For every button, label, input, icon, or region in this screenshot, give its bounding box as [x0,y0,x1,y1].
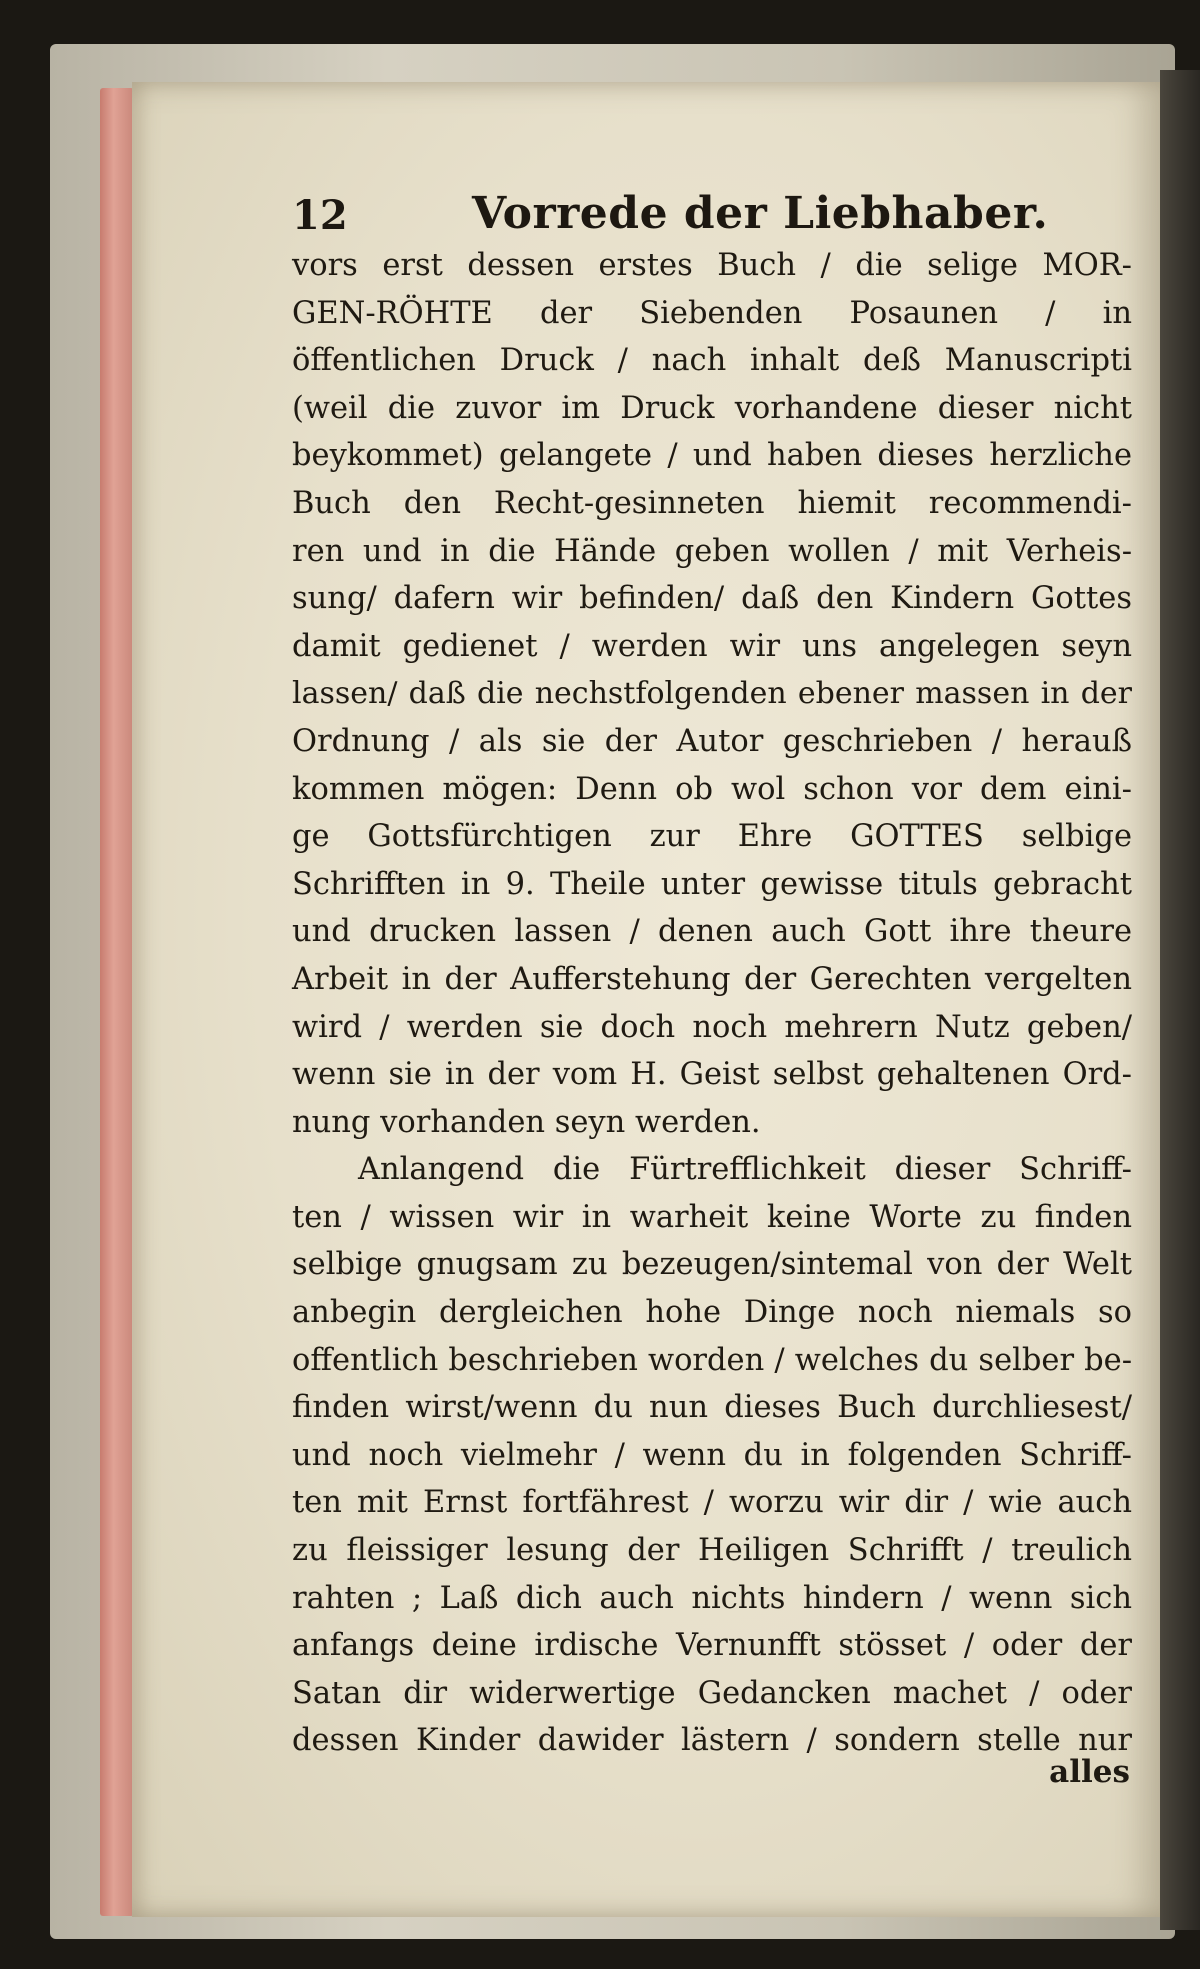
text-line: ge Gottsfürchtigen zur Ehre GOTTES selbige [292,819,1132,855]
book-gutter [1160,70,1200,1930]
body-text [292,242,1132,1765]
page-header [292,188,1132,250]
text-line: Satan dir widerwertige Gedancken machet / oder [292,1675,1132,1711]
red-page-edge [100,88,134,1916]
text-line: ren und in die Hände geben wollen / mit Verheis- [292,533,1132,569]
text-line: beykommet) gelangete / und haben dieses herzliche [292,438,1132,474]
text-line: zu fleissiger lesung der Heiligen Schrifft / treulich [292,1533,1132,1569]
text-line: rahten ; Laß dich auch nichts hindern / wenn sich [292,1580,1132,1616]
text-line: ten / wissen wir in warheit keine Worte zu finden [292,1199,1132,1235]
text-line: finden wirst/wenn du nun dieses Buch durchliesest/ [292,1390,1132,1426]
text-line: Arbeit in der Aufferstehung der Gerechten vergelten [292,961,1132,997]
text-line: lassen/ daß die nechstfolgenden ebener massen in der [292,676,1132,712]
catchword: alles [1049,1754,1130,1790]
text-line: offentlich beschrieben worden / welches du selber be- [292,1342,1132,1378]
text-line: Buch den Recht-gesinneten hiemit recommendi- [292,485,1132,521]
text-line: dessen Kinder dawider lästern / sondern stelle nur [292,1723,1132,1759]
page-number: 12 [292,192,348,239]
text-line: Ordnung / als sie der Autor geschrieben / herauß [292,723,1132,759]
text-line: wird / werden sie doch noch mehrern Nutz geben/ [292,1009,1132,1045]
text-line: Schrifften in 9. Theile unter gewisse tituls gebracht [292,866,1132,902]
running-head: Vorrede der Liebhaber. [472,188,1049,239]
text-line: anbegin dergleichen hohe Dinge noch niemals so [292,1295,1132,1331]
text-line: (weil die zuvor im Druck vorhandene dieser nicht [292,390,1132,426]
text-line: anfangs deine irdische Vernunfft stösset / oder der [292,1628,1132,1664]
text-line: GEN-RÖHTE der Siebenden Posaunen / in [292,295,1132,331]
text-line: und drucken lassen / denen auch Gott ihre theure [292,914,1132,950]
text-line: selbige gnugsam zu bezeugen/sintemal von der Welt [292,1247,1132,1283]
text-line: öffentlichen Druck / nach inhalt deß Manuscripti [292,343,1132,379]
paragraph-end-line: nung vorhanden seyn werden. [292,1104,761,1140]
text-line: damit gedienet / werden wir uns angelegen seyn [292,628,1132,664]
text-line: wenn sie in der vom H. Geist selbst gehaltenen Ord- [292,1057,1132,1093]
text-line: sung/ dafern wir befinden/ daß den Kindern Gottes [292,581,1132,617]
text-line: ten mit Ernst fortfährest / worzu wir dir / wie auch [292,1485,1132,1521]
text-line: kommen mögen: Denn ob wol schon vor dem eini- [292,771,1132,807]
text-line: vors erst dessen erstes Buch / die selige MOR- [292,248,1132,283]
text-line: und noch vielmehr / wenn du in folgenden Schriff- [292,1437,1132,1473]
paragraph-start-line: Anlangend die Fürtrefflichkeit dieser Schriff- [358,1152,1132,1188]
